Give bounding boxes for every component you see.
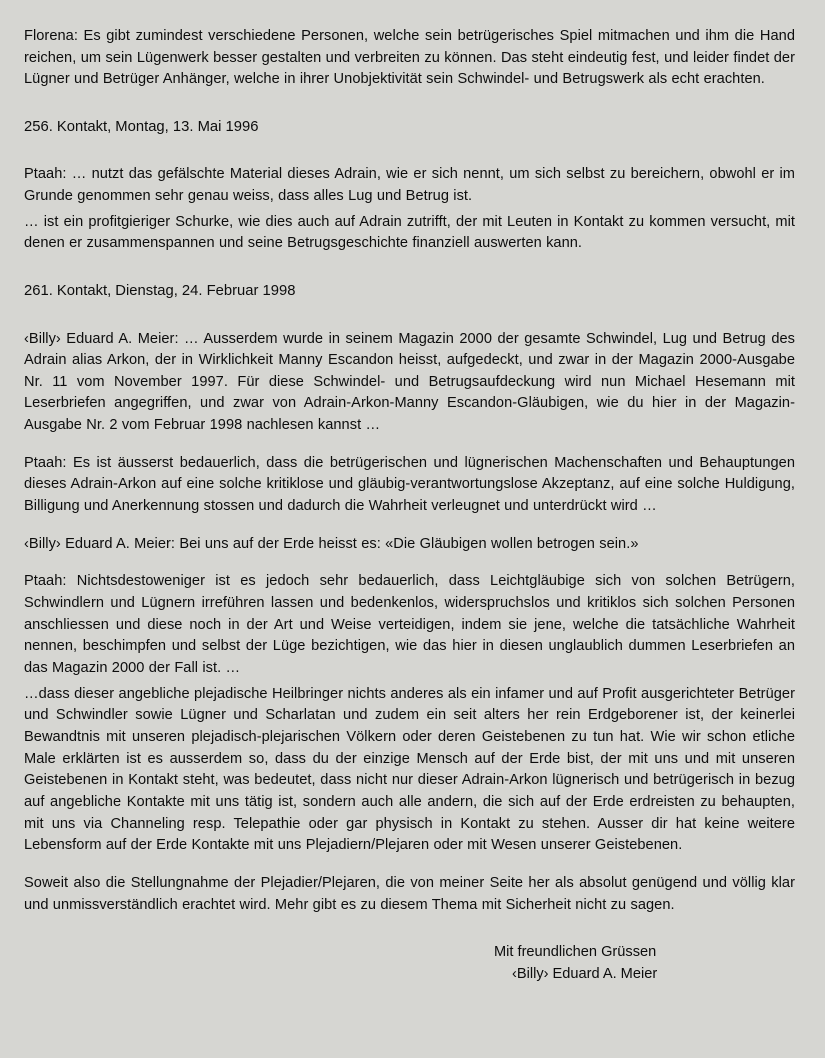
paragraph-ptaah-261: Ptaah: Es ist äusserst bedauerlich, dass die betrügerischen und lügnerischen Machenschaften und Behauptungen dieses Adrain-Arkon auf eine solche kritiklose und gläubig-verantwortungslose Akzeptanz, auf eine solche Huldigung, Billigung und Anerkennung stossen und dadurch die Wahrheit verleugnet und unterdrückt wird … [24, 454, 795, 515]
paragraph-billy-261: ‹Billy› Eduard A. Meier: … Ausserdem wurde in seinem Magazin 2000 der gesamte Schwindel, Lug und Betrug des Adrain alias Arkon, der in Wirklichkeit Manny Escandon heisst, aufgedeckt, und zwar in der Magazin 2000-Ausgabe Nr. 11 vom November 1997. Für diese Schwindel- und Betrugsaufdeckung wird nun Michael Hesemann mit Leserbriefen angegriffen, und zwar von Adrain-Arkon-Manny Escandon-Gläubigen, wie du hier in der Magazin-Ausgabe Nr. 2 vom Februar 1998 nachlesen kannst … [24, 330, 795, 434]
paragraph-ptaah-261-fourth: Soweit also die Stellungnahme der Plejadier/Plejaren, die von meiner Seite her als absolut genügend und völlig klar und unmissverständlich erachtet wird. Mehr gibt es zu diesem Thema mit Sicherheit nicht zu sagen. [24, 874, 795, 913]
paragraph-billy-261-second: ‹Billy› Eduard A. Meier: Bei uns auf der Erde heisst es: «Die Gläubigen wollen betrogen sein.» [24, 535, 639, 552]
paragraph-ptaah-261-second: Ptaah: Nichtsdestoweniger ist es jedoch sehr bedauerlich, dass Leichtgläubige sich von solchen Betrügern, Schwindlern und Lügnern irreführen lassen und bedenkenlos, widerspruchslos und kritiklos sich solchen Personen anschliessen und diese noch in der Art und Weise verteidigen, indem sie jene, welche die tatsächliche Wahrheit nennen, beschimpfen und selbst der Lüge bezichtigen, wie das hier in diesen unglaublich dummen Leserbriefen an das Magazin 2000 der Fall ist. … [24, 573, 795, 677]
signature-name: ‹Billy› Eduard A. Meier [512, 966, 658, 983]
signature-greeting: Mit freundlichen Grüssen [494, 944, 657, 961]
heading-contact-261: 261. Kontakt, Dienstag, 24. Februar 1998 [24, 283, 296, 300]
heading-contact-256: 256. Kontakt, Montag, 13. Mai 1996 [24, 118, 259, 135]
paragraph-ptaah-261-third: …dass dieser angebliche plejadische Heilbringer nichts anderes als ein infamer und auf Profit ausgerichteter Betrüger und Schwindler sowie Lügner und Scharlatan und zudem ein seit alters her rein Erdgeborener ist, der keinerlei Bewandtnis mit unseren plejadisch-plejarischen Völkern oder deren Geistebenen zu tun hat. Wie wir schon etliche Male erklärten ist es ausserdem so, dass du der einzige Mensch auf der Erde bist, der mit uns und mit unseren Geistebenen in Kontakt steht, was bedeutet, dass nicht nur dieser Adrain-Arkon lügnerisch und betrügerisch in bezug auf angebliche Kontakte mit uns tätig ist, sondern auch alle andern, die sich auf der Erde erdreisten zu behaupten, mit uns via Channeling resp. Telepathie oder gar physisch in Kontakt zu stehen. Ausser dir hat keine weitere Lebensform auf der Erde Kontakte mit uns Plejadiern/Plejaren oder mit Wesen unserer Geistebenen. [24, 685, 795, 854]
signature-block [24, 942, 795, 986]
paragraph-ptaah-256-continued: … ist ein profitgieriger Schurke, wie dies auch auf Adrain zutrifft, der mit Leuten in Kontakt zu kommen versucht, mit denen er zusammenspannen und seine Betrugsgeschichte finanziell auswerten kann. [24, 213, 795, 252]
paragraph-ptaah-256: Ptaah: … nutzt das gefälschte Material dieses Adrain, wie er sich nennt, um sich selbst zu bereichern, obwohl er im Grunde genommen sehr genau weiss, dass alles Lug und Betrug ist. [24, 166, 795, 205]
paragraph-florena: Florena: Es gibt zumindest verschiedene Personen, welche sein betrügerisches Spiel mitmachen und ihm die Hand reichen, um sein Lügenwerk besser gestalten und verbreiten zu können. Das steht eindeutig fest, und leider findet der Lügner und Betrüger Anhänger, welche in ihrer Unobjektivität sein Schwindel- und Betrugswerk als echt erachten. [24, 28, 795, 88]
